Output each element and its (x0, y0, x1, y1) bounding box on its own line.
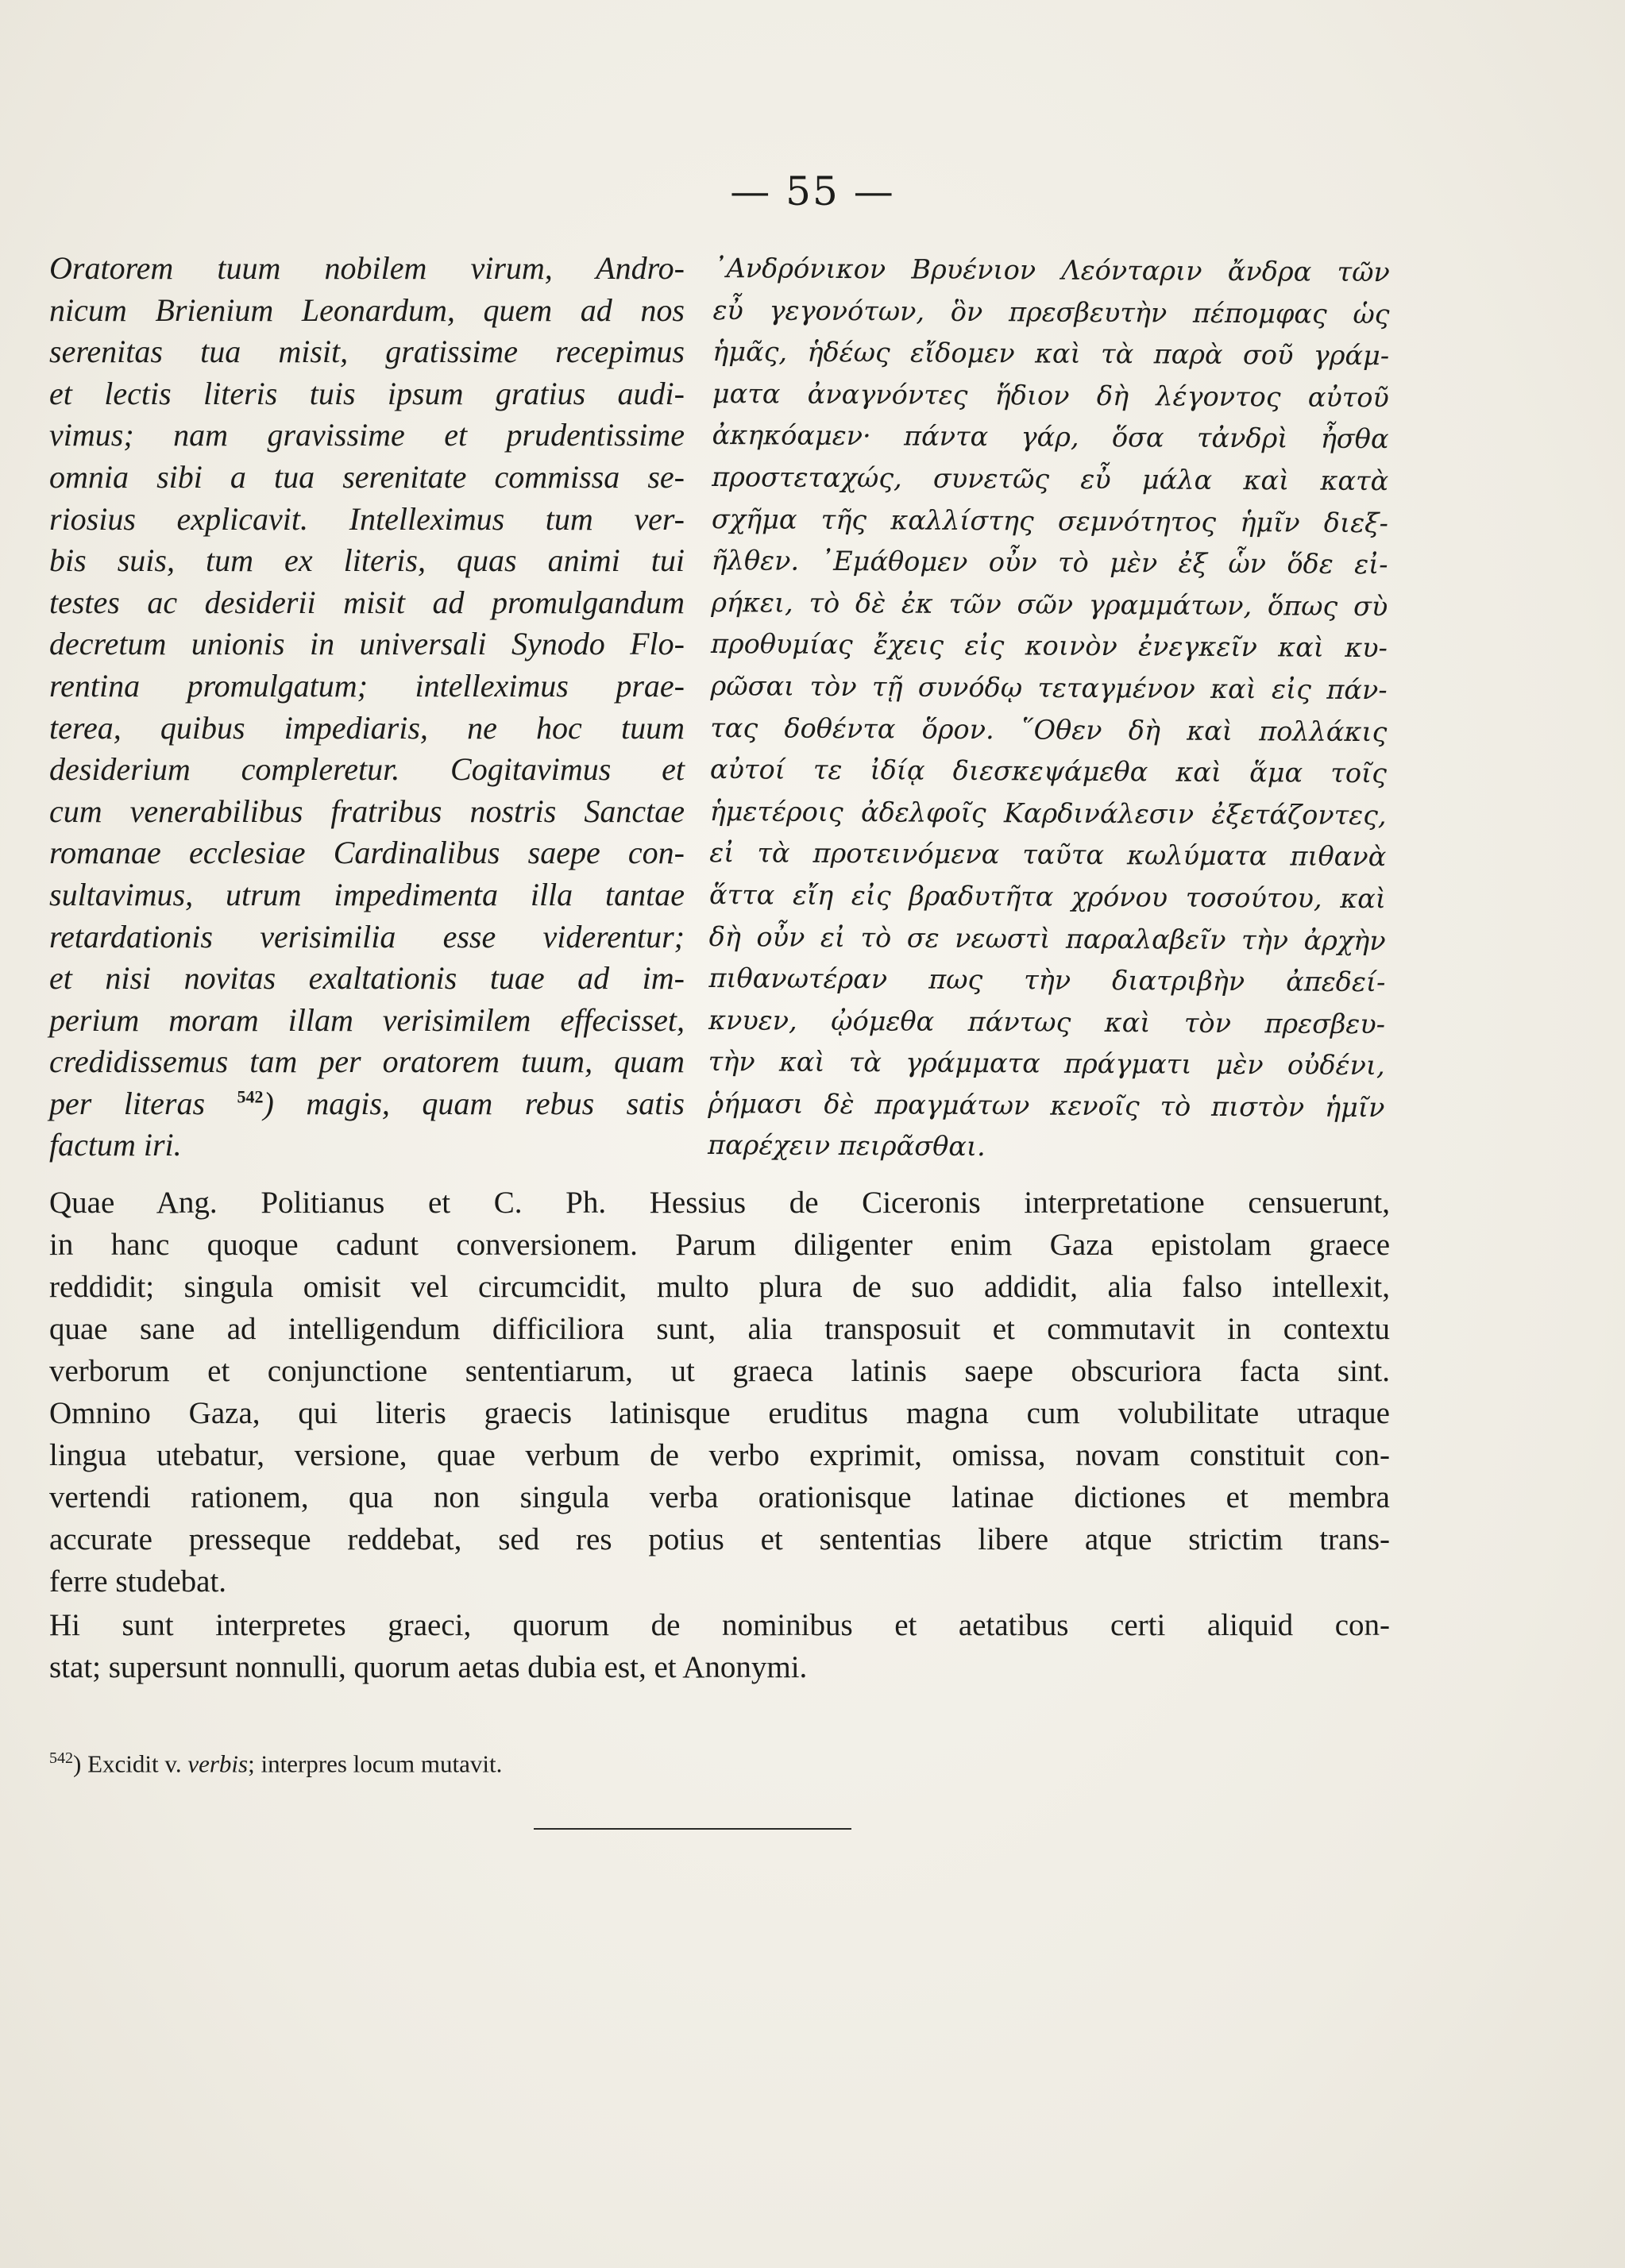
body-line: Hi sunt interpretes graeci, quorum de nominibus et aetatibus certi aliquid con- (49, 1608, 1390, 1642)
latin-line-text: ) magis, quam rebus satis (263, 1085, 685, 1121)
greek-line: ἡμᾶς, ἡδέως εἴδομεν καὶ τὰ παρὰ σοῦ γράμ- (712, 336, 1390, 372)
body-line: in hanc quoque cadunt conversionem. Parum diligenter enim Gaza epistolam graece (49, 1228, 1390, 1262)
footnote-italic-word: verbis (187, 1749, 249, 1778)
greek-line: ρήκει, τὸ δὲ ἐκ τῶν σῶν γραμμάτων, ὅπως σὺ (711, 586, 1388, 622)
latin-line: vimus; nam gravissime et prudentissime (49, 417, 685, 453)
latin-line: testes ac desiderii misit ad promulgandum (49, 584, 685, 620)
greek-line: αὐτοί τε ἰδίᾳ διεσκεψάμεθα καὶ ἅμα τοῖς (709, 754, 1388, 789)
greek-line: ῥήμασι δὲ πραγμάτων κενοῖς τὸ πιστὸν ἡμῖν (708, 1087, 1385, 1124)
footnote-text: ) Excidit v. (73, 1749, 188, 1778)
greek-line: σχῆμα τῆς καλλίστης σεμνότητος ἡμῖν διεξ- (711, 503, 1389, 538)
latin-line: cum venerabilibus fratribus nostris Sanctae (49, 793, 685, 829)
greek-line: ἡμετέροις ἀδελφοῖς Καρδινάλεσιν ἐξετάζοντες, (709, 795, 1387, 831)
greek-line: εἰ τὰ προτεινόμενα ταῦτα κωλύματα πιθανὰ (709, 837, 1387, 873)
latin-line: et lectis literis tuis ipsum gratius audi- (49, 375, 685, 411)
greek-line: ματα ἀναγνόντες ἥδιον δὴ λέγοντος αὐτοῦ (712, 377, 1389, 413)
footnote-number: 542 (49, 1749, 73, 1767)
greek-line: δὴ οὖν εἰ τὸ σε νεωστὶ παραλαβεῖν τὴν ἀρχὴν (708, 920, 1386, 956)
page-number: — 55 — (730, 168, 895, 214)
greek-line: ᾿Ανδρόνικον Βρυένιον Λεόνταριν ἄνδρα τῶν (712, 252, 1390, 288)
body-line: ferre studebat. (49, 1564, 227, 1599)
body-line: verborum et conjunctione sententiarum, ut graeca latinis saepe obscuriora facta sint. (49, 1354, 1390, 1388)
body-line: Omnino Gaza, qui literis graecis latinisque eruditus magna cum volubilitate utraque (49, 1396, 1390, 1430)
body-line: accurate presseque reddebat, sed res potius et sententias libere atque strictim trans- (49, 1522, 1390, 1556)
latin-line-with-footnote-ref (49, 1083, 685, 1125)
body-line: quae sane ad intelligendum difficiliora sunt, alia transposuit et commutavit in contextu (49, 1312, 1390, 1346)
greek-line: ἅττα εἴη εἰς βραδυτῆτα χρόνου τοσούτου, καὶ (708, 878, 1387, 915)
latin-column (49, 248, 685, 1167)
greek-column (708, 248, 1390, 1171)
greek-line: κνυεν, ᾠόμεθα πάντως καὶ τὸν πρεσβευ- (708, 1004, 1386, 1040)
footnote (49, 1741, 1320, 1781)
latin-line: serenitas tua misit, gratissime recepimus (49, 334, 685, 370)
bottom-rule (534, 1828, 851, 1830)
latin-line: nicum Brienium Leonardum, quem ad nos (49, 291, 685, 328)
latin-line: retardationis verisimilia esse viderentur; (49, 918, 685, 955)
greek-line: ἀκηκόαμεν· πάντα γάρ, ὅσα τἀνδρὶ ἦσθα (712, 419, 1389, 455)
commentary-paragraph-1 (49, 1182, 1390, 1603)
footnote-text: ; interpres locum mutavit. (248, 1749, 503, 1778)
greek-line: εὖ γεγονότων, ὃν πρεσβευτὴν πέπομφας ὡς (712, 294, 1390, 330)
latin-line-text: per literas (49, 1085, 206, 1121)
body-line: Quae Ang. Politianus et C. Ph. Hessius de Ciceronis interpretatione censuerunt, (49, 1186, 1390, 1220)
latin-line: riosius explicavit. Intelleximus tum ver- (49, 500, 685, 537)
greek-line: τὴν καὶ τὰ γράμματα πράγματι μὲν οὐδένι, (708, 1046, 1385, 1082)
greek-line: παρέχειν πειρᾶσθαι. (707, 1129, 986, 1163)
latin-line: desiderium compleretur. Cogitavimus et (49, 751, 685, 788)
latin-line: rentina promulgatum; intelleximus prae- (49, 667, 685, 704)
greek-line: τας δοθέντα ὅρον. ῞Οθεν δὴ καὶ πολλάκις (710, 712, 1388, 747)
greek-line: ρῶσαι τὸν τῇ συνόδῳ τεταγμένον καὶ εἰς πάν- (710, 669, 1388, 706)
latin-line: factum iri. (49, 1127, 182, 1163)
latin-line: romanae ecclesiae Cardinalibus saepe con- (49, 835, 685, 871)
latin-line: Oratorem tuum nobilem virum, Andro- (49, 250, 685, 286)
latin-line: bis suis, tum ex literis, quas animi tui (49, 542, 685, 579)
latin-line: et nisi novitas exaltationis tuae ad im- (49, 960, 685, 997)
latin-line: perium moram illam verisimilem effecisset, (49, 1001, 685, 1038)
body-line: reddidit; singula omisit vel circumcidit, multo plura de suo addidit, alia falso intellexit, (49, 1270, 1390, 1304)
latin-line: omnia sibi a tua serenitate commissa se- (49, 458, 685, 495)
body-line: lingua utebatur, versione, quae verbum de verbo exprimit, omissa, novam constituit con- (49, 1438, 1390, 1472)
footnote-reference: 542 (237, 1086, 264, 1107)
body-line: vertendi rationem, qua non singula verba orationisque latinae dictiones et membra (49, 1480, 1390, 1514)
latin-line: credidissemus tam per oratorem tuum, quam (49, 1043, 685, 1080)
greek-line: πιθανωτέραν πως τὴν διατριβὴν ἀπεδεί- (708, 962, 1386, 998)
greek-line: προθυμίας ἔχεις εἰς κοινὸν ἐνεγκεῖν καὶ κυ- (710, 628, 1388, 664)
body-line: stat; supersunt nonnulli, quorum aetas dubia est, et Anonymi. (49, 1650, 808, 1684)
greek-line: προστεταχώς, συνετῶς εὖ μάλα καὶ κατὰ (712, 461, 1389, 497)
latin-line: decretum unionis in universali Synodo Flo- (49, 626, 685, 662)
greek-line: ῆλθεν. ᾿Εμάθομεν οὖν τὸ μὲν ἐξ ὧν ὅδε εἰ- (711, 545, 1388, 580)
latin-line: sultavimus, utrum impedimenta illa tantae (49, 876, 685, 912)
latin-line: terea, quibus impediaris, ne hoc tuum (49, 709, 685, 746)
commentary-paragraph-2 (49, 1604, 1390, 1688)
